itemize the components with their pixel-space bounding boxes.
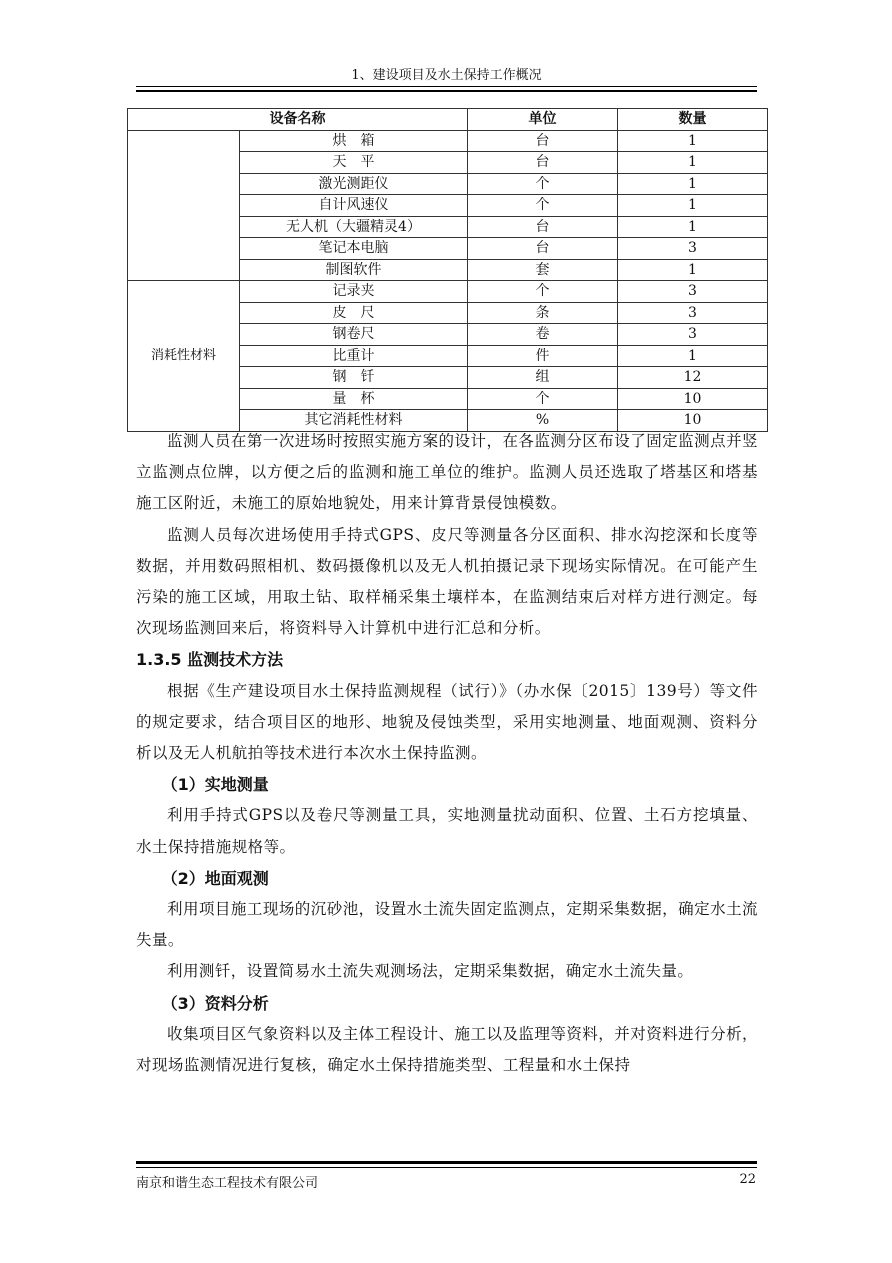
quantity-cell: 3 xyxy=(618,281,768,303)
table-body xyxy=(128,130,768,431)
unit-cell: 个 xyxy=(468,281,618,303)
item-name-cell: 无人机（大疆精灵4） xyxy=(240,216,468,238)
quantity-cell: 1 xyxy=(618,345,768,367)
quantity-cell: 1 xyxy=(618,152,768,174)
table-row xyxy=(128,281,768,303)
header-rule xyxy=(136,86,757,87)
footer-rule xyxy=(136,1167,757,1168)
page-number: 22 xyxy=(739,1172,756,1187)
category-cell: 消耗性材料 xyxy=(128,281,240,432)
unit-cell: % xyxy=(468,410,618,432)
header-unit: 单位 xyxy=(468,109,618,131)
item-name-cell: 笔记本电脑 xyxy=(240,238,468,260)
category-cell xyxy=(128,130,240,281)
quantity-cell: 1 xyxy=(618,216,768,238)
footer-rule-thick xyxy=(136,1161,757,1164)
paragraph: 根据《生产建设项目水土保持监测规程（试行）》（办水保〔2015〕139号）等文件的规定要求，结合项目区的地形、地貌及侵蚀类型，采用实地测量、地面观测、资料分析以及无人机航拍等技术进行本次水土保持监测。 xyxy=(136,681,758,763)
item-name-cell: 其它消耗性材料 xyxy=(240,410,468,432)
quantity-cell: 10 xyxy=(618,388,768,410)
footer-company: 南京和谐生态工程技术有限公司 xyxy=(136,1176,319,1191)
subheading: （1）实地测量 xyxy=(161,775,269,795)
item-name-cell: 天 平 xyxy=(240,152,468,174)
item-name-cell: 量 杯 xyxy=(240,388,468,410)
item-name-cell: 皮 尺 xyxy=(240,302,468,324)
quantity-cell: 1 xyxy=(618,259,768,281)
quantity-cell: 10 xyxy=(618,410,768,432)
table-row xyxy=(128,130,768,152)
unit-cell: 个 xyxy=(468,173,618,195)
unit-cell: 个 xyxy=(468,195,618,217)
unit-cell: 台 xyxy=(468,216,618,238)
running-header: 1、建设项目及水土保持工作概况 xyxy=(351,68,542,83)
item-name-cell: 制图软件 xyxy=(240,259,468,281)
paragraph: 利用项目施工现场的沉砂池，设置水土流失固定监测点，定期采集数据，确定水土流失量。 xyxy=(136,900,758,950)
quantity-cell: 1 xyxy=(618,195,768,217)
paragraph: 收集项目区气象资料以及主体工程设计、施工以及监理等资料，并对资料进行分析，对现场监测情况进行复核，确定水土保持措施类型、工程量和水土保持 xyxy=(136,1024,758,1075)
header-quantity: 数量 xyxy=(618,109,768,131)
unit-cell: 套 xyxy=(468,259,618,281)
body-text xyxy=(136,426,758,1081)
paragraph: 利用手持式GPS以及卷尺等测量工具，实地测量扰动面积、位置、土石方挖填量、水土保持措施规格等。 xyxy=(136,806,758,856)
quantity-cell: 1 xyxy=(618,173,768,195)
item-name-cell: 记录夹 xyxy=(240,281,468,303)
quantity-cell: 12 xyxy=(618,367,768,389)
quantity-cell: 3 xyxy=(618,302,768,324)
item-name-cell: 比重计 xyxy=(240,345,468,367)
item-name-cell: 烘 箱 xyxy=(240,130,468,152)
paragraph: 监测人员每次进场使用手持式GPS、皮尺等测量各分区面积、排水沟挖深和长度等数据，并用数码照相机、数码摄像机以及无人机拍摄记录下现场实际情况。在可能产生污染的施工区域，用取土钻、取样桶采集土壤样本，在监测结束后对样方进行测定。每次现场监测回来后，将资料导入计算机中进行汇总和分析。 xyxy=(136,525,758,638)
item-name-cell: 自计风速仪 xyxy=(240,195,468,217)
quantity-cell: 3 xyxy=(618,238,768,260)
paragraph: 监测人员在第一次进场时按照实施方案的设计，在各监测分区布设了固定监测点并竖立监测点位牌，以方便之后的监测和施工单位的维护。监测人员还选取了塔基区和塔基施工区附近，未施工的原始地貌处，用来计算背景侵蚀模数。 xyxy=(136,432,758,513)
quantity-cell: 1 xyxy=(618,130,768,152)
unit-cell: 条 xyxy=(468,302,618,324)
unit-cell: 台 xyxy=(468,130,618,152)
quantity-cell: 3 xyxy=(618,324,768,346)
unit-cell: 组 xyxy=(468,367,618,389)
header-device-name: 设备名称 xyxy=(128,109,468,131)
item-name-cell: 激光测距仪 xyxy=(240,173,468,195)
unit-cell: 台 xyxy=(468,238,618,260)
table-header-row xyxy=(128,109,768,131)
item-name-cell: 钢 钎 xyxy=(240,367,468,389)
header-rule-thick xyxy=(136,90,757,92)
equipment-table xyxy=(127,108,768,432)
item-name-cell: 钢卷尺 xyxy=(240,324,468,346)
paragraph: 利用测钎，设置简易水土流失观测场法，定期采集数据，确定水土流失量。 xyxy=(167,962,694,981)
unit-cell: 个 xyxy=(468,388,618,410)
unit-cell: 台 xyxy=(468,152,618,174)
unit-cell: 卷 xyxy=(468,324,618,346)
section-heading: 1.3.5 监测技术方法 xyxy=(136,650,284,670)
subheading: （2）地面观测 xyxy=(161,868,269,888)
unit-cell: 件 xyxy=(468,345,618,367)
subheading: （3）资料分析 xyxy=(161,993,269,1013)
